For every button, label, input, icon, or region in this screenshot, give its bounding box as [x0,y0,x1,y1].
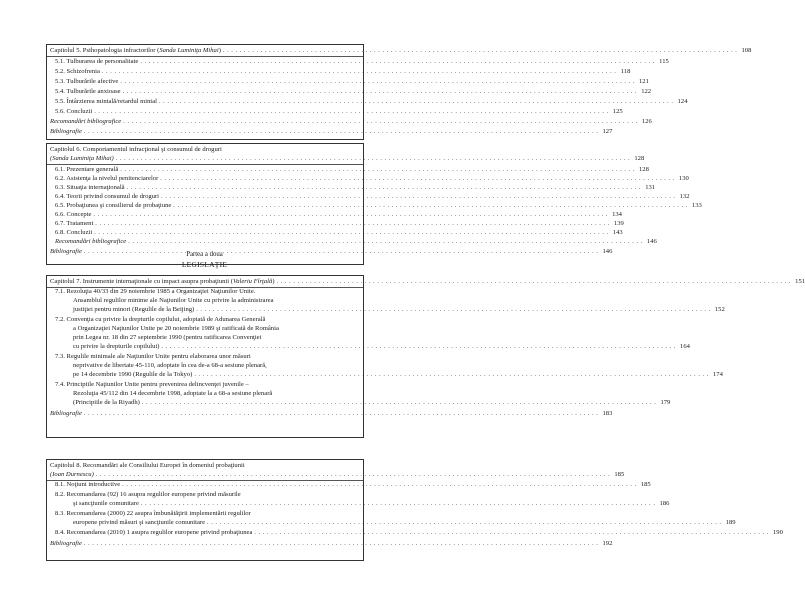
chapter-5-heading[interactable]: Capitolul 5. Psihopatologia infractorilor (Sanda Luminiţa Mihai) . . . 108 [50,47,360,55]
chapter-8-heading[interactable]: Capitolul 8. Recomandări ale Consiliului Europei în domeniul probaţiunii [50,462,245,469]
part-label: Partea a doua [186,251,223,258]
toc-entry[interactable]: 6.5. Probaţiunea şi consilierul de probaţiune . . . 133 [55,202,360,210]
toc-entry[interactable]: 7.2. Convenţia cu privire la drepturile copilului, adoptată de Adunarea Generală [55,316,266,323]
bibliography-entry[interactable]: Bibliografie . . . 127 [50,128,360,136]
chapter-7-section [46,275,805,438]
toc-entry-continuation: Ansamblul regulilor minime ale Naţiunilor Unite cu privire la administrarea [73,297,274,304]
bibliography-entry[interactable]: Bibliografie . . . 146 [50,248,360,256]
toc-entry[interactable]: 5.4. Tulburările anxioase . . . 122 [55,88,360,96]
toc-entry-continuation: (Principiile de la Riyadh) . . . 179 [73,399,360,407]
toc-entry[interactable]: 6.6. Concepte . . . 134 [55,211,360,219]
chapter-8-section [46,459,783,561]
chapter-7-heading[interactable]: Capitolul 7. Instrumente internaţionale cu impact asupra probaţiunii (Valeriu Fîrţală) . . . 151 [50,278,360,286]
toc-entry[interactable]: 6.4. Teorii privind consumul de droguri . . . 132 [55,193,360,201]
toc-entry-continuation: a Organizaţiei Naţiunilor Unite pe 20 noiembrie 1989 şi ratificată de România [73,325,279,332]
toc-entry[interactable]: 5.6. Concluzii . . . 125 [55,108,360,116]
chapter-5-section [46,44,752,140]
toc-entry-continuation: şi sancţiunile comunitare . . . 186 [73,500,360,508]
divider [47,56,363,57]
toc-entry[interactable]: 5.2. Schizofrenia . . . 118 [55,68,360,76]
bibliography-entry[interactable]: Bibliografie . . . 192 [50,540,360,548]
recommended-reading-entry[interactable]: Recomandări bibliografice . . . 126 [50,118,360,126]
divider [47,164,363,165]
toc-entry-continuation: Rezoluţia 45/112 din 14 decembrie 1998, adoptate la a 68-a sesiune plenară [73,390,273,397]
part-title: LEGISLAŢIE [181,260,228,269]
toc-entry-continuation: europene privind măsuri şi sancţiunile comunitare . . . 189 [73,519,360,527]
toc-entry[interactable]: 6.7. Tratament . . . 139 [55,220,360,228]
toc-entry[interactable]: 7.4. Principiile Naţiunilor Unite pentru prevenirea delincvenţei juvenile – [55,381,249,388]
toc-entry[interactable]: 8.4. Recomandarea (2010) 1 asupra regulilor europene privind probaţiunea . . . 190 [55,529,360,537]
toc-entry-continuation: prin Legea nr. 18 din 27 septembrie 1990 (pentru ratificarea Convenţiei [73,334,262,341]
toc-entry[interactable]: 5.3. Tulburările afective . . . 121 [55,78,360,86]
toc-entry[interactable]: 7.1. Rezoluţia 40/33 din 29 noiembrie 1985 a Organizaţiei Naţiunilor Unite. [55,288,256,295]
toc-entry[interactable]: 7.3. Regulile minimale ale Naţiunilor Unite pentru elaborarea unor măsuri [55,353,251,360]
chapter-6-author[interactable]: (Sanda Luminiţa Mihai) . . . 128 [50,155,360,163]
toc-entry[interactable]: 6.8. Concluzii . . . 143 [55,229,360,237]
toc-entry[interactable]: 8.2. Recomandarea (92) 16 asupra regulilor europene privind măsurile [55,491,241,498]
toc-entry[interactable]: 6.2. Asistenţa la nivelul penitenciarelor . . . 130 [55,175,360,183]
toc-entry[interactable]: 5.1. Tulburarea de personalitate . . . 115 [55,58,360,66]
toc-entry-continuation: pe 14 decembrie 1990 (Regulile de la Tokyo) . . . 174 [73,371,360,379]
recommended-reading-entry[interactable]: Recomandări bibliografice . . . 146 [55,238,360,246]
bibliography-entry[interactable]: Bibliografie . . . 183 [50,410,360,418]
chapter-6-section [46,143,702,265]
toc-entry[interactable]: 8.1. Noţiuni introductive . . . 185 [55,481,360,489]
page-number: 108 [741,47,752,54]
toc-entry[interactable]: 6.1. Prezentare generală . . . 128 [55,166,360,174]
chapter-6-heading[interactable]: Capitolul 6. Comportamentul infracţional şi consumul de droguri [50,146,222,153]
toc-entry[interactable]: 6.3. Situaţia internaţională . . . 131 [55,184,360,192]
chapter-8-author[interactable]: (Ioan Durnescu) . . . 185 [50,471,360,479]
toc-entry[interactable]: 5.5. Întârzierea mintală/retardul mintal . . . 124 [55,98,360,106]
toc-entry-continuation: neprivative de libertate 45-110, adoptate în cea de-a 68-a sesiune plenară, [73,362,267,369]
toc-entry[interactable]: 8.3. Recomandarea (2000) 22 asupra îmbunătăţirii implementării regulilor [55,510,251,517]
toc-entry-continuation: cu privire la drepturile copilului) . . . 164 [73,343,360,351]
toc-entry-continuation: justiţiei pentru minori (Regulile de la Beijing) . . . 152 [73,306,360,314]
